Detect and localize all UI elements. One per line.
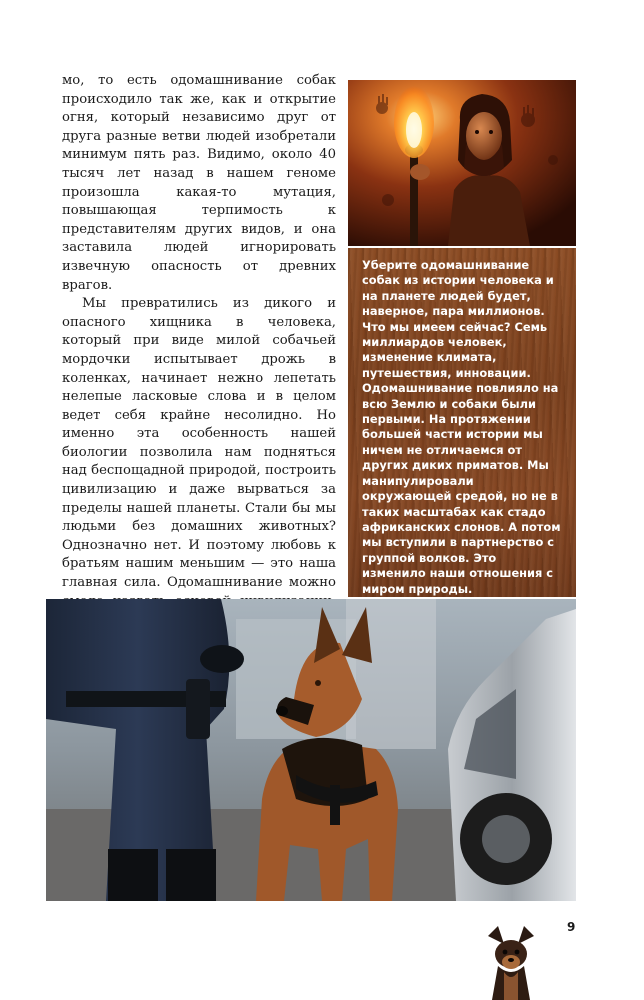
sidebar-quote: Уберите одомашнивание собак из истории человека и на планете людей будет, наверное, пара миллионов. Что мы имеем сейчас? Семь миллиардов человек, изменение климата, путешествия, инновации. Одомашнивание повлияло на всю Землю и собаки были первыми. На протяжении большей части истории мы ничем не отличаемся от других диких приматов. Мы манипулировали окружающей средой, но не в таких масштабах как стадо африканских слонов. А потом мы вступили в партнерство с группой волков. Это изменило наши отношения с миром природы.: [362, 258, 561, 596]
main-body-text: [62, 72, 336, 667]
cave-man-photo: [348, 80, 576, 246]
page-number: 9: [567, 920, 576, 934]
police-dog-photo: [46, 599, 576, 901]
body-paragraph-2: Мы превратились из дикого и опасного хищника в человека, который при виде милой собачьей мордочки испытывает дрожь в коленках, начинает нежно лепетать нелепые ласковые слова и в целом ведет себя крайне несолидно. Но именно эта особенность нашей биологии позволила нам подняться над беспощадной природой, построить цивилизацию и даже вырваться за пределы нашей планеты. Стали бы мы людьми без домашних животных? Однозначно нет. И поэтому любовь к братьям нашим меньшим — это наша главная сила. Одомашнивание можно: [62, 296, 336, 591]
body-paragraph-1: мо, то есть одомашнивание собак происходило так же, как и открытие огня, который независимо друг от друга разные ветви людей изобретали минимум пять раз. Видимо, около 40 тысяч лет назад в нашем геноме произошла какая-то мутация, повышающая терпимость к представителям других видов, и она заставила людей игнорировать извечную опасность от древних врагов.: [62, 73, 336, 293]
puppy-icon: [476, 926, 546, 1000]
quote-sidebar: [348, 248, 576, 597]
